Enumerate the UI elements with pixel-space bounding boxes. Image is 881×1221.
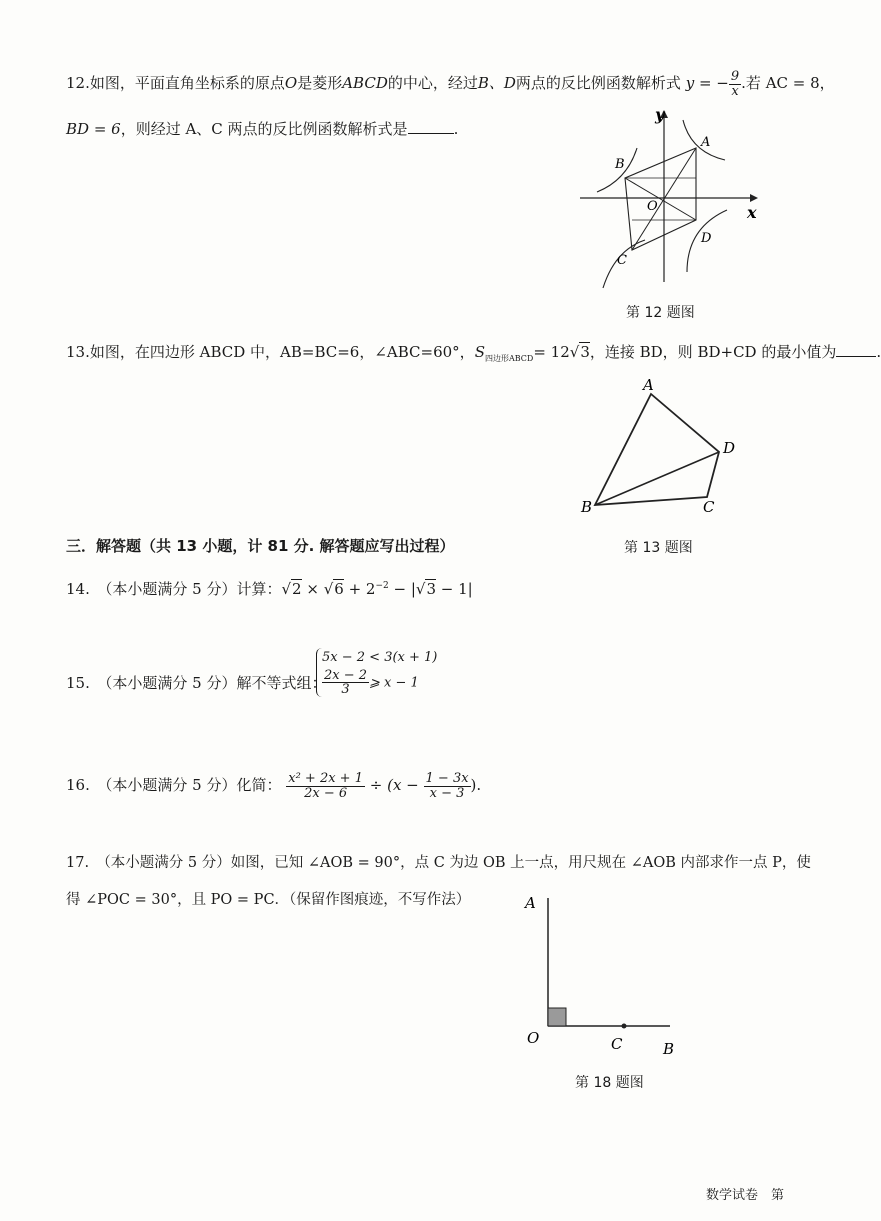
q17-caption: 第 18 题图 — [575, 1075, 644, 1091]
section3-title: 三．解答题（共 13 小题，计 81 分. 解答题应写出过程） — [66, 537, 455, 555]
q12-number: 12. — [66, 74, 90, 93]
q15-system — [316, 648, 437, 697]
q17-label-O: O — [527, 1029, 540, 1047]
q17-line2: 得 ∠POC = 30°，且 PO = PC．（保留作图痕迹，不写作法） — [66, 892, 471, 908]
q12-line1: 12.如图，平面直角坐标系的原点O是菱形ABCD的中心，经过B、D两点的反比例函数解析式 y = − $\frac{9}{x}$ .若 AC = 8， — [66, 69, 835, 99]
q17-label-B: B — [663, 1040, 675, 1058]
q13-line: 13.如图，在四边形 ABCD 中，AB=BC=6，∠ABC=60°，$S_{四边形ABCD}= 12√3$，连接 BD，则 BD+CD 的最小值为 . — [66, 343, 881, 363]
footer: 数学试卷 第 — [706, 1188, 785, 1203]
q17-figure — [515, 888, 685, 1063]
q12-caption: 第 12 题图 — [626, 305, 695, 321]
q12-label-x: x — [747, 203, 757, 222]
q15-inequality-1: 5x − 2 < 3(x + 1) — [322, 650, 438, 665]
q15-inequality-2: $\frac{2x - 2}{3}$ ⩾ x − 1 — [324, 667, 419, 698]
q12-label-A: A — [701, 135, 711, 150]
q12-figure — [575, 100, 775, 290]
q12-label-D: D — [701, 231, 712, 246]
q13-label-B: B — [581, 498, 593, 516]
q13-label-C: C — [703, 498, 715, 516]
q13-answer-blank[interactable] — [836, 343, 876, 357]
q12-label-B: B — [615, 157, 625, 172]
q17-label-C: C — [611, 1035, 623, 1053]
q13-caption: 第 13 题图 — [624, 540, 693, 556]
q12-answer-blank[interactable] — [408, 120, 454, 134]
q17-label-A: A — [525, 894, 536, 912]
q12-function: y = − — [685, 74, 729, 93]
q13-figure — [575, 372, 745, 522]
q12-line2: BD = 6，则经过 A、C 两点的反比例函数解析式是 . — [66, 120, 459, 138]
q12-label-O: O — [647, 199, 658, 214]
q12-label-C: C — [617, 253, 627, 268]
q13-label-A: A — [643, 376, 654, 394]
q16-line: 16. （本小题满分 5 分）化简： $\frac{\text{x² + 2x + 1}}{2x - 6}$ ÷ (x − $\frac{1 - 3x}{x - 3}$ ). — [66, 771, 482, 801]
q12-label-y: y — [655, 105, 665, 124]
q13-label-D: D — [723, 439, 736, 457]
q15-label: 15. （本小题满分 5 分）解不等式组： — [66, 674, 327, 692]
q14-line: 14. （本小题满分 5 分）计算：$√2 \times √6 + 2^{-2} - |√3 - 1|$ — [66, 580, 473, 598]
q17-line1: 17. （本小题满分 5 分）如图，已知 ∠AOB = 90°，点 C 为边 OB 上一点，用尺规在 ∠AOB 内部求作一点 P，使 — [66, 855, 811, 871]
